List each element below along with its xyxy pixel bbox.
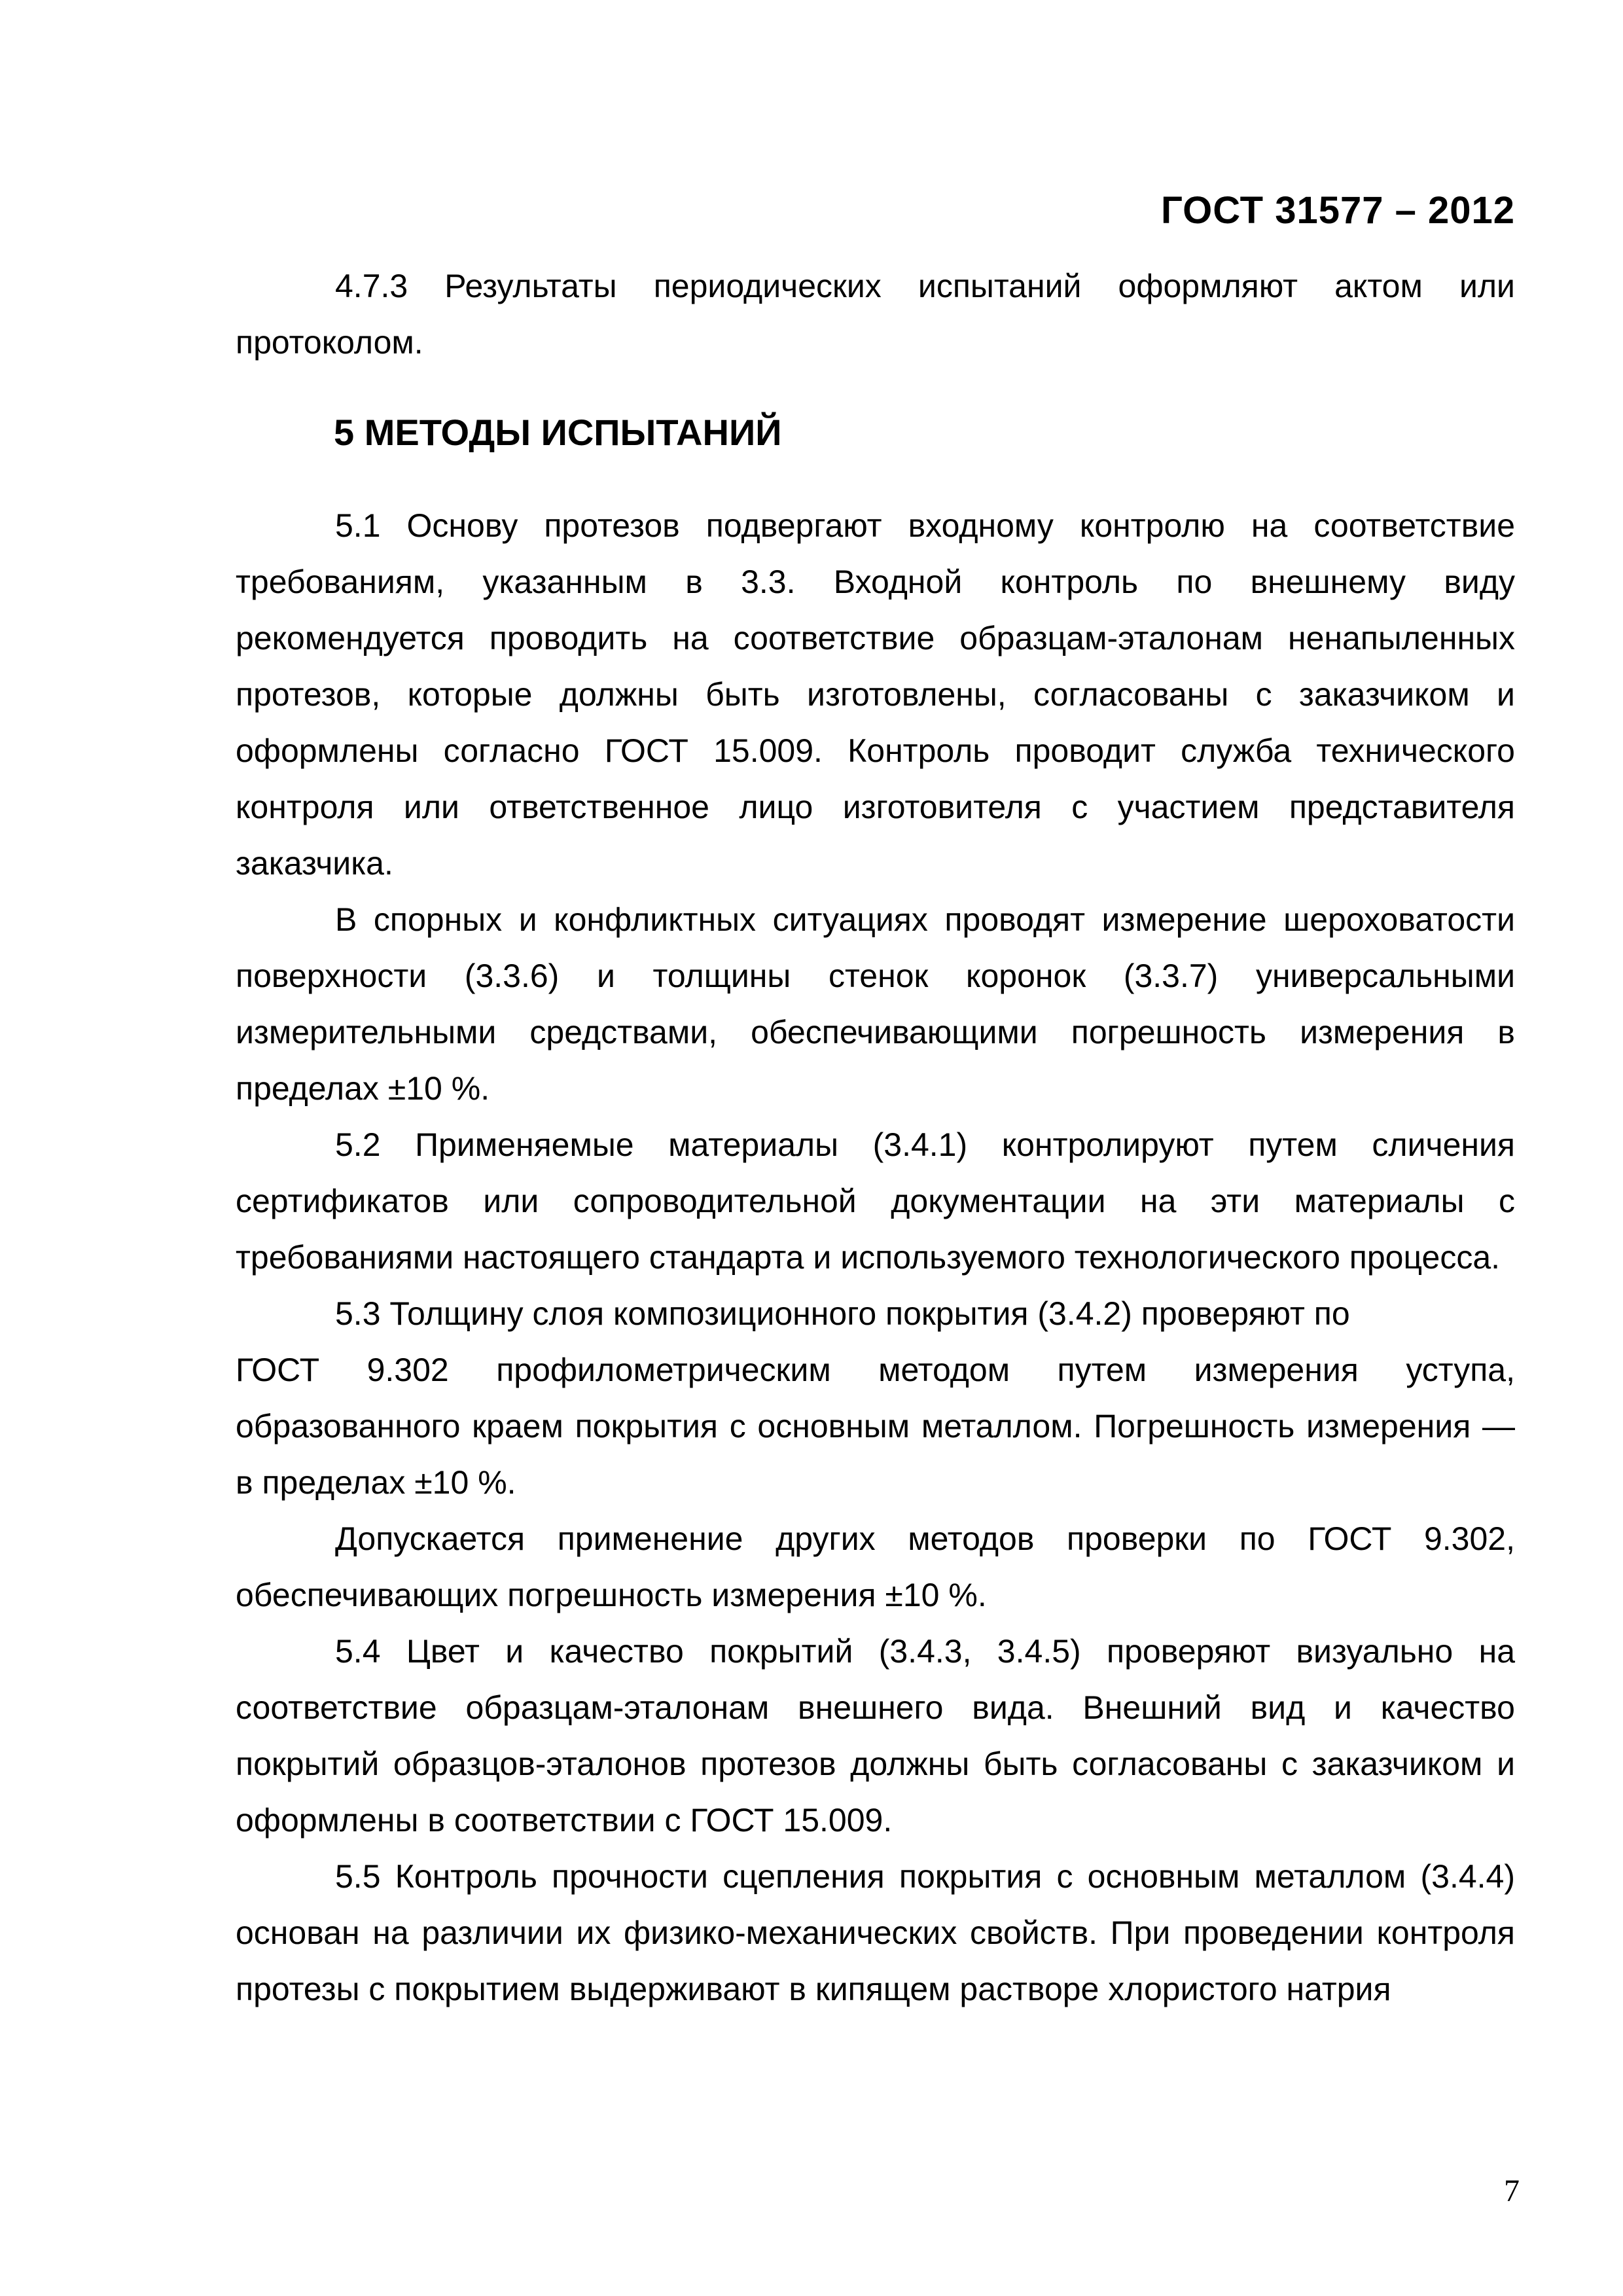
section-5-body — [236, 497, 1515, 2017]
document-code-header: ГОСТ 31577 – 2012 — [1160, 189, 1515, 232]
paragraph-5-1-disputes: В спорных и конфликтных ситуациях проводят измерение шероховатости поверхности (3.3.6) и толщины стенок коронок (3.3.7) универсальными измерительными средствами, обеспечивающими погрешность измерения в пределах ±10 %. — [236, 901, 1515, 1107]
section-heading: 5 МЕТОДЫ ИСПЫТАНИЙ — [334, 412, 782, 453]
page-number: 7 — [1504, 2174, 1520, 2208]
paragraph-5-3-cont: ГОСТ 9.302 профилометрическим методом путем измерения уступа, образованного краем покрытия с основным металлом. Погрешность измерения — в пределах ±10 %. — [236, 1352, 1515, 1501]
paragraph-5-4: 5.4 Цвет и качество покрытий (3.4.3, 3.4.5) проверяют визуально на соответствие образцам-эталонам внешнего вида. Внешний вид и качество покрытий образцов-эталонов протезов должны быть согласованы с заказчиком и оформлены в соответствии с ГОСТ 15.009. — [236, 1633, 1515, 1839]
paragraph-5-1: 5.1 Основу протезов подвергают входному контролю на соответствие требованиям, указанным в 3.3. Входной контроль по внешнему виду рекомендуется проводить на соответствие образцам-эталонам ненапыленных протезов, которые должны быть изготовлены, согласованы с заказчиком и оформлены согласно ГОСТ 15.009. Контроль проводит служба технического контроля или ответственное лицо изготовителя с участием представителя заказчика. — [236, 507, 1515, 882]
paragraph-5-3-start: 5.3 Толщину слоя композиционного покрытия (3.4.2) проверяют по — [335, 1295, 1350, 1332]
paragraph-4-7-3: 4.7.3 Результаты периодических испытаний оформляют актом или протоколом. — [236, 268, 1515, 361]
paragraph-5-2: 5.2 Применяемые материалы (3.4.1) контролируют путем сличения сертификатов или сопроводительной документации на эти материалы с требованиями настоящего стандарта и используемого технологического процесса. — [236, 1126, 1515, 1276]
paragraph-5-5: 5.5 Контроль прочности сцепления покрытия с основным металлом (3.4.4) основан на различии их физико-механических свойств. При проведении контроля протезы с покрытием выдерживают в кипящем растворе хлористого натрия — [236, 1858, 1515, 2007]
paragraph-5-3-alt-methods: Допускается применение других методов проверки по ГОСТ 9.302, обеспечивающих погрешность измерения ±10 %. — [236, 1520, 1515, 1613]
section-4-7-3-block — [236, 258, 1515, 370]
